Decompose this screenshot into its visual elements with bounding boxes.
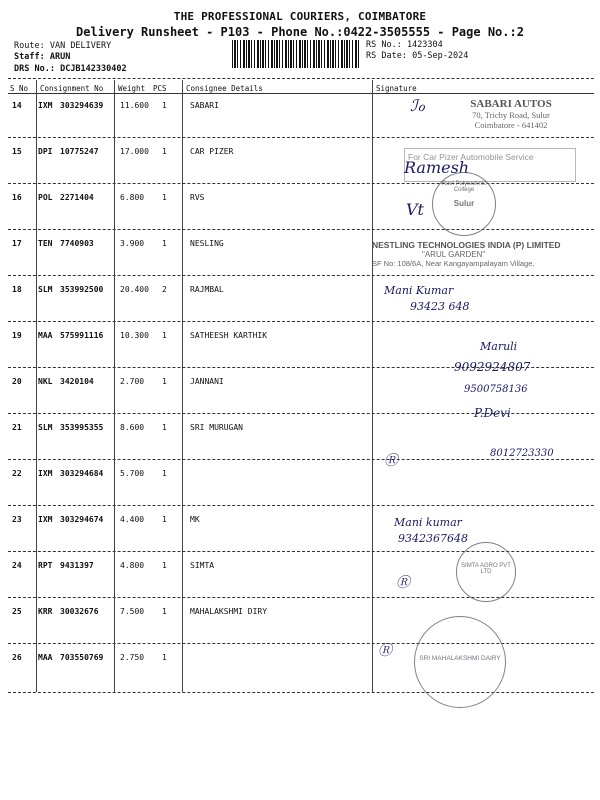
- col-head-consignment: Consignment No: [40, 84, 104, 93]
- row-consignment-number: 3420104: [60, 377, 94, 386]
- row-consignee: SATHEESH KARTHIK: [190, 331, 268, 340]
- row-sno: 16: [12, 193, 22, 202]
- handwritten-name: P.Devi: [474, 406, 511, 420]
- row-pcs: 1: [162, 653, 167, 662]
- stamp-company-name: SABARI AUTOS: [470, 98, 552, 110]
- handwritten-phone: 93423 648: [410, 300, 470, 313]
- row-separator: [8, 505, 594, 506]
- row-consignment-number: 353992500: [60, 285, 104, 294]
- row-consignee: SABARI: [190, 101, 219, 110]
- row-pcs: 1: [162, 561, 167, 570]
- row-sno: 14: [12, 101, 22, 110]
- row-consignment-prefix: MAA: [38, 331, 53, 340]
- signature-scribble: ℐℴ: [410, 96, 425, 115]
- signature-scribble: Ⓡ: [384, 453, 398, 469]
- rs-no-value: 1423304: [406, 40, 443, 50]
- handwritten-phone: 9342367648: [398, 532, 468, 545]
- stamp-text: For Car Pizer Automobile Service: [408, 152, 534, 162]
- handwritten-name: Maruli: [480, 340, 518, 353]
- staff-line: [14, 52, 70, 62]
- simta-seal: [456, 542, 516, 602]
- seal-ring-text: SIMTA AGRO PVT LTD: [461, 563, 511, 575]
- row-consignee: CAR PIZER: [190, 147, 234, 156]
- handwritten-phone: 8012723330: [490, 448, 554, 459]
- row-sno: 15: [12, 147, 22, 156]
- row-consignment-prefix: TEN: [38, 239, 53, 248]
- row-separator: [8, 183, 594, 184]
- signature-scribble: Vt: [406, 200, 424, 219]
- stamp-address-line: Coimbatore - 641402: [474, 120, 548, 130]
- table-head-rule: [8, 93, 594, 94]
- drs-line: [14, 64, 127, 74]
- row-consignment-number: 2271404: [60, 193, 94, 202]
- row-pcs: 1: [162, 515, 167, 524]
- row-consignment-number: 303294639: [60, 101, 104, 110]
- row-pcs: 1: [162, 193, 167, 202]
- row-separator: [8, 597, 594, 598]
- row-consignee: SIMTA: [190, 561, 215, 570]
- col-head-signature: Signature: [376, 84, 417, 93]
- row-pcs: 1: [162, 377, 167, 386]
- row-pcs: 1: [162, 147, 167, 156]
- staff-value: ARUN: [49, 52, 71, 62]
- row-consignee: RVS: [190, 193, 205, 202]
- handwritten-phone: 9500758136: [464, 384, 528, 395]
- col-divider: [182, 80, 183, 692]
- row-consignment-number: 303294674: [60, 515, 104, 524]
- row-consignment-number: 30032676: [60, 607, 99, 616]
- row-separator: [8, 275, 594, 276]
- rs-date-label: RS Date:: [366, 51, 407, 61]
- row-consignment-number: 575991116: [60, 331, 104, 340]
- row-pcs: 1: [162, 101, 167, 110]
- row-pcs: 2: [162, 285, 167, 294]
- row-weight: 7.500: [120, 607, 145, 616]
- row-weight: 2.700: [120, 377, 145, 386]
- row-weight: 20.400: [120, 285, 149, 294]
- row-sno: 17: [12, 239, 22, 248]
- row-consignment-number: 10775247: [60, 147, 99, 156]
- seal-ring-text: SRI MAHALAKSHMI DAIRY: [419, 655, 501, 662]
- row-consignment-prefix: SLM: [38, 285, 53, 294]
- row-consignee: SRI MURUGAN: [190, 423, 243, 432]
- row-consignment-number: 303294684: [60, 469, 104, 478]
- row-sno: 25: [12, 607, 22, 616]
- row-consignee: MAHALAKSHMI DIRY: [190, 607, 268, 616]
- route-value: VAN DELIVERY: [49, 41, 112, 51]
- row-sno: 21: [12, 423, 22, 432]
- row-separator: [8, 459, 594, 460]
- row-consignment-prefix: POL: [38, 193, 53, 202]
- row-separator: [8, 229, 594, 230]
- row-pcs: 1: [162, 331, 167, 340]
- col-head-consignee: Consignee Details: [186, 84, 263, 93]
- rs-date-value: 05-Sep-2024: [412, 51, 469, 61]
- rs-no-line: [366, 40, 443, 50]
- row-consignment-prefix: IXM: [38, 101, 53, 110]
- row-consignee: JANNANI: [190, 377, 224, 386]
- row-sno: 20: [12, 377, 22, 386]
- row-sno: 22: [12, 469, 22, 478]
- nestling-stamp: [372, 240, 594, 268]
- row-consignment-number: 9431397: [60, 561, 94, 570]
- staff-label: Staff:: [14, 52, 45, 62]
- barcode: [232, 40, 360, 68]
- stamp-company-name: NESTLING TECHNOLOGIES INDIA (P) LIMITED: [372, 240, 561, 250]
- row-pcs: 1: [162, 469, 167, 478]
- seal-center-text: Sulur: [453, 199, 475, 208]
- polytechnic-seal: [432, 172, 496, 236]
- row-separator: [8, 692, 594, 693]
- company-title: THE PROFESSIONAL COURIERS, COIMBATORE: [173, 10, 427, 23]
- row-sno: 19: [12, 331, 22, 340]
- row-weight: 5.700: [120, 469, 145, 478]
- row-consignee: MK: [190, 515, 200, 524]
- col-head-weight: Weight: [118, 84, 146, 93]
- rs-no-label: RS No.:: [366, 40, 402, 50]
- row-consignment-number: 7740903: [60, 239, 94, 248]
- row-separator: [8, 137, 594, 138]
- row-consignment-number: 703550769: [60, 653, 104, 662]
- row-weight: 4.800: [120, 561, 145, 570]
- signature-scribble: Ⓡ: [378, 643, 392, 659]
- row-sno: 18: [12, 285, 22, 294]
- mahalakshmi-seal: [414, 616, 506, 708]
- row-consignment-prefix: NKL: [38, 377, 53, 386]
- table-top-rule: [8, 78, 594, 79]
- row-weight: 3.900: [120, 239, 145, 248]
- row-weight: 4.400: [120, 515, 145, 524]
- route-line: [14, 41, 111, 51]
- stamp-address-line: 70, Trichy Road, Sulur: [472, 110, 550, 120]
- col-divider: [114, 80, 115, 692]
- row-consignment-prefix: MAA: [38, 653, 53, 662]
- route-label: Route:: [14, 41, 45, 51]
- col-divider: [372, 80, 373, 692]
- signature-scribble: Ramesh: [404, 158, 470, 177]
- row-consignment-prefix: KRR: [38, 607, 53, 616]
- row-consignment-prefix: DPI: [38, 147, 53, 156]
- handwritten-phone: 9092924807: [454, 360, 531, 374]
- col-divider: [36, 80, 37, 692]
- row-consignment-prefix: RPT: [38, 561, 53, 570]
- row-consignee: RAJMBAL: [190, 285, 224, 294]
- row-consignee: NESLING: [190, 239, 224, 248]
- runsheet-title: Delivery Runsheet - P103 - Phone No.:0422-3505555 - Page No.:2: [76, 25, 524, 39]
- handwritten-name: Mani Kumar: [384, 284, 454, 297]
- row-weight: 10.300: [120, 331, 149, 340]
- sabari-autos-stamp: [436, 98, 586, 130]
- row-weight: 2.750: [120, 653, 145, 662]
- row-weight: 17.000: [120, 147, 149, 156]
- row-separator: [8, 321, 594, 322]
- row-pcs: 1: [162, 239, 167, 248]
- stamp-subtitle: "ARUL GARDEN": [422, 250, 486, 259]
- row-sno: 23: [12, 515, 22, 524]
- col-head-sno: S No: [10, 84, 29, 93]
- row-sno: 26: [12, 653, 22, 662]
- rs-date-line: [366, 51, 468, 61]
- row-consignment-prefix: IXM: [38, 469, 53, 478]
- row-weight: 8.600: [120, 423, 145, 432]
- row-pcs: 1: [162, 607, 167, 616]
- row-sno: 24: [12, 561, 22, 570]
- row-consignment-prefix: SLM: [38, 423, 53, 432]
- row-consignment-prefix: IXM: [38, 515, 53, 524]
- row-pcs: 1: [162, 423, 167, 432]
- row-separator: [8, 643, 594, 644]
- drs-value: DCJB142330402: [60, 64, 127, 74]
- col-head-pcs: PCS: [153, 84, 167, 93]
- row-weight: 11.600: [120, 101, 149, 110]
- stamp-address-line: SF No: 108/6A, Near Kangayampalayam Village,: [372, 259, 535, 268]
- seal-ring-text: Ravi Polytechnic College: [441, 181, 487, 193]
- handwritten-name: Mani kumar: [394, 516, 462, 529]
- signature-scribble: Ⓡ: [396, 575, 410, 591]
- row-consignment-number: 353995355: [60, 423, 104, 432]
- drs-label: DRS No.:: [14, 64, 55, 74]
- row-weight: 6.800: [120, 193, 145, 202]
